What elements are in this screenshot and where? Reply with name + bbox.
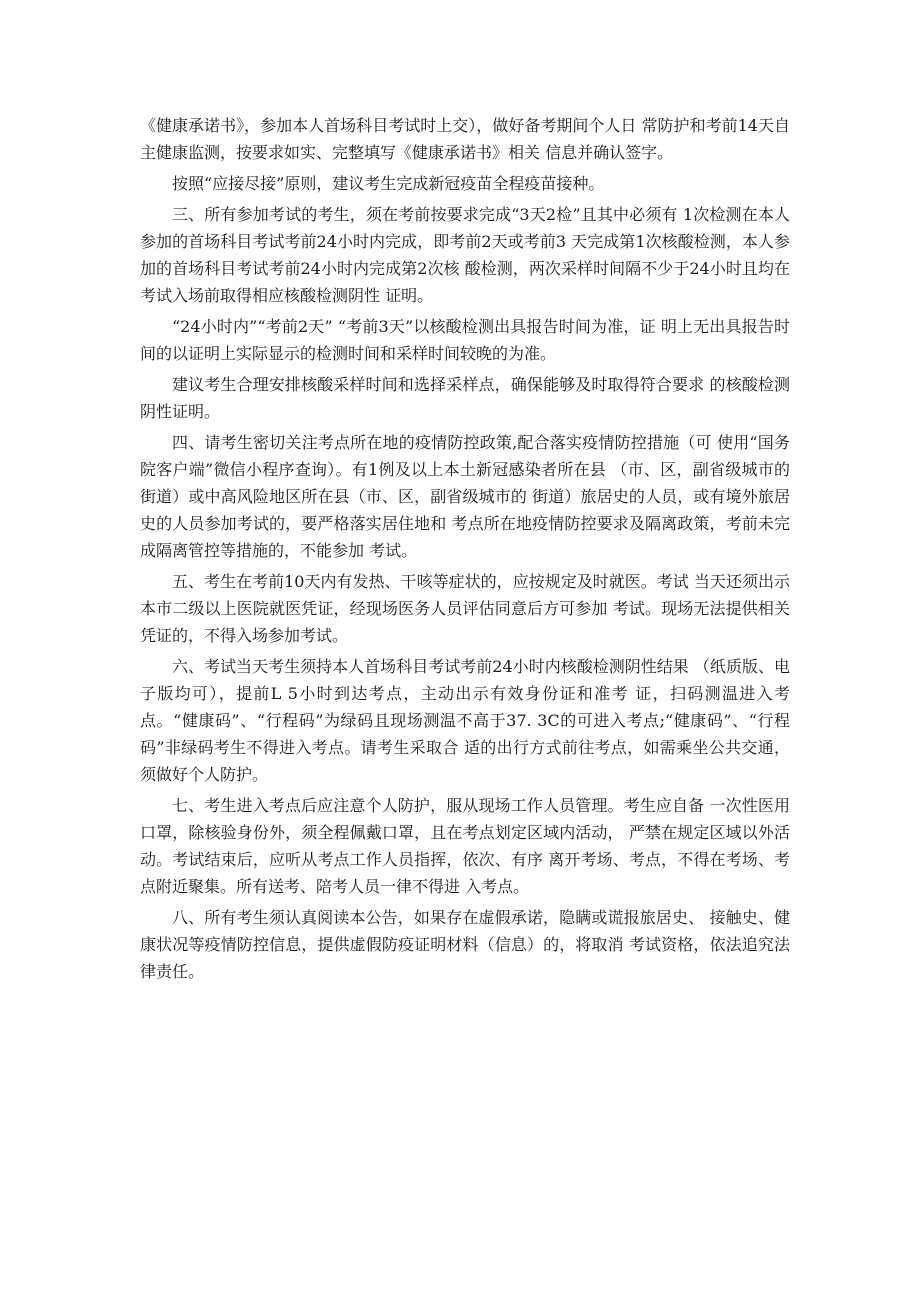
paragraph-section-7: 七、考生进入考点后应注意个人防护，服从现场工作人员管理。考生应自备 一次性医用口罩，除核验身份外，须全程佩戴口罩，且在考点划定区域内活动， 严禁在规定区域以外活动。考试结束后，应听从考点工作人员指挥，依次、有序 离开考场、考点，不得在考场、考点附近聚集。所有送考、陪考人员一律不得进 入考点。: [140, 796, 790, 896]
paragraph-section-5: 五、考生在考前10天内有发热、干咳等症状的，应按规定及时就医。考试 当天还须出示本市二级以上医院就医凭证，经现场医务人员评估同意后方可参加 考试。现场无法提供相关凭证的，不得入场参加考试。: [140, 572, 790, 645]
paragraph-section-6: 六、考试当天考生须持本人首场科目考试考前24小时内核酸检测阴性结果 （纸质版、电子版均可），提前L 5小时到达考点，主动出示有效身份证和准考 证，扫码测温进入考点。“健康码”、“行程码”为绿码且现场测温不高于37. 3C的可进入考点;“健康码”、“行程码”非绿码考生不得进入考点。请考生采取合 适的出行方式前往考点，如需乘坐公共交通，须做好个人防护。: [140, 657, 790, 784]
document-body: [140, 112, 790, 989]
paragraph-section-4: 四、请考生密切关注考点所在地的疫情防控政策,配合落实疫情防控措施（可 使用“国务院客户端”微信小程序查询）。有1例及以上本土新冠感染者所在县 （市、区，副省级城市的街道）或中高风险地区所在县（市、区，副省级城市的 街道）旅居史的人员，或有境外旅居史的人员参加考试的，要严格落实居住地和 考点所在地疫情防控要求及隔离政策，考前未完成隔离管控等措施的，不能参加 考试。: [140, 433, 790, 560]
paragraph-time-definition: “24小时内”“考前2天” “考前3天”以核酸检测出具报告时间为准，证 明上无出具报告时间的以证明上实际显示的检测时间和采样时间较晚的为准。: [140, 317, 790, 363]
paragraph-vaccination: 按照“应接尽接”原则，建议考生完成新冠疫苗全程疫苗接种。: [172, 174, 605, 193]
paragraph-sampling-advice: 建议考生合理安排核酸采样时间和选择采样点，确保能够及时取得符合要求 的核酸检测阴性证明。: [140, 375, 790, 421]
paragraph-health-commitment: 《健康承诺书》，参加本人首场科目考试时上交），做好备考期间个人日 常防护和考前14天自主健康监测，按要求如实、完整填写《健康承诺书》相关 信息并确认签字。: [140, 116, 790, 162]
paragraph-section-8: 八、所有考生须认真阅读本公告，如果存在虚假承诺，隐瞒或谎报旅居史、 接触史、健康状况等疫情防控信息，提供虚假防疫证明材料（信息）的，将取消 考试资格，依法追究法律责任。: [140, 908, 790, 981]
paragraph-section-3: 三、所有参加考试的考生，须在考前按要求完成“3天2检”且其中必须有 1次检测在本人参加的首场科目考试考前24小时内完成，即考前2天或考前3 天完成第1次核酸检测，本人参加的首场科目考试考前24小时内完成第2次核 酸检测，两次采样时间隔不少于24小时且均在考试入场前取得相应核酸检测阴性 证明。: [140, 205, 790, 305]
